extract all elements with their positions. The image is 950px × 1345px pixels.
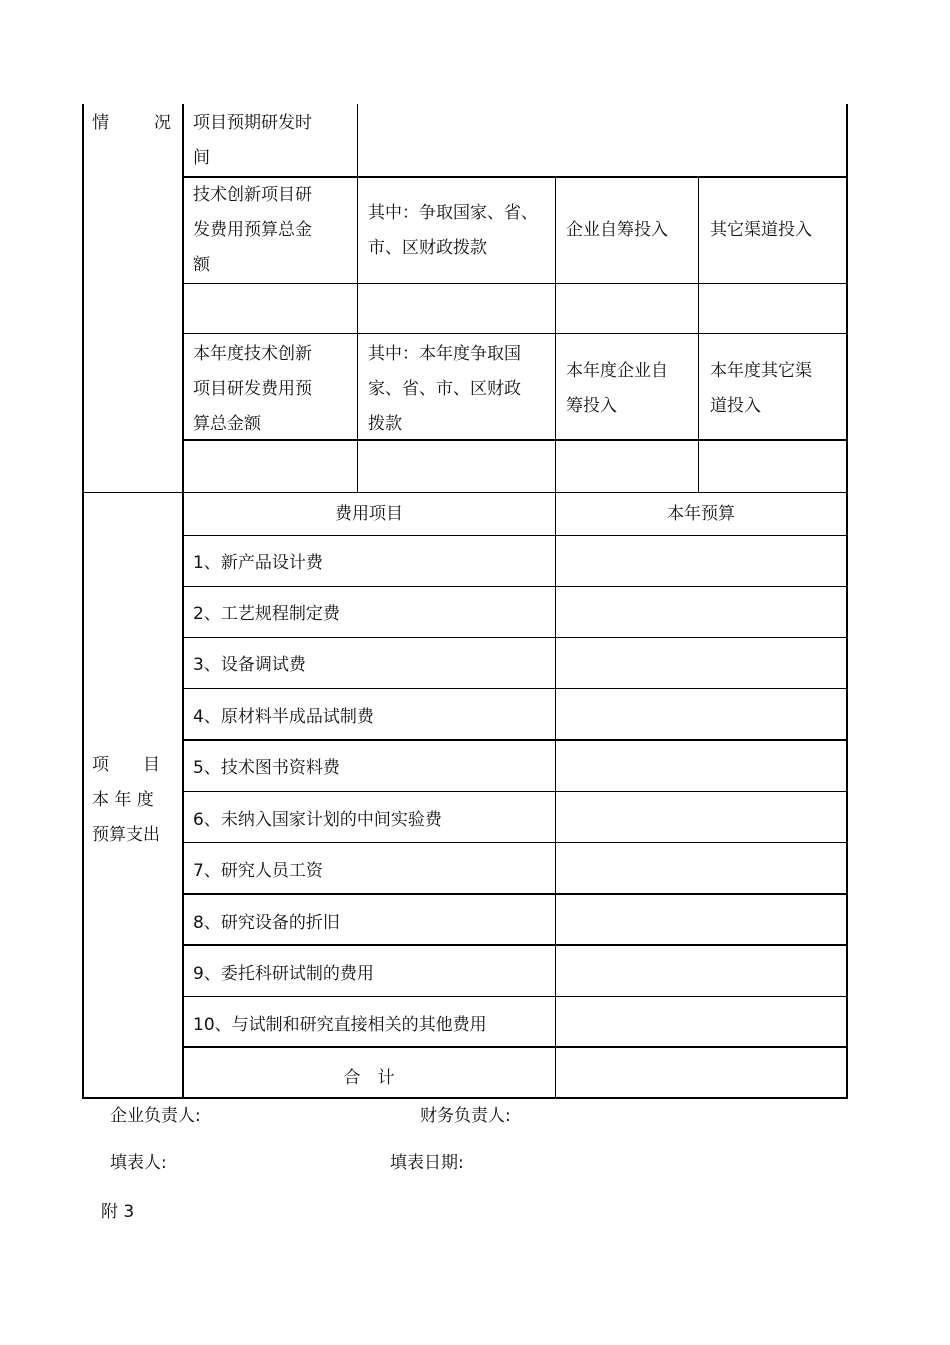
- expense-section-label: 项 目 本 年 度 预算支出: [92, 755, 160, 845]
- budget-total-header: 技术创新项目研 发费用预算总金 额: [193, 185, 312, 275]
- annual-total-header: 本年度技术创新 项目研发费用预 算总金额: [193, 344, 312, 434]
- budget-self-header: 企业自筹投入: [566, 220, 668, 240]
- annual-other-header: 本年度其它渠 道投入: [710, 361, 812, 416]
- row-line: [182, 637, 847, 638]
- row-line: [182, 739, 848, 741]
- row-line: [182, 842, 847, 843]
- expense-item: 10、与试制和研究直接相关的其他费用: [193, 1015, 487, 1035]
- expense-item: 2、工艺规程制定费: [193, 604, 340, 624]
- row-line: [182, 1046, 848, 1048]
- dev-time-label: 项目预期研发时 间: [193, 113, 312, 168]
- row-line: [182, 893, 848, 895]
- expense-item: 8、研究设备的折旧: [193, 913, 340, 933]
- annual-gov-header: 其中：本年度争取国 家、省、市、区财政 拨款: [368, 344, 521, 434]
- expense-budget-header: 本年预算: [667, 504, 735, 524]
- row-line: [182, 333, 847, 334]
- column-divider-3: [555, 177, 556, 1099]
- row-line: [182, 996, 847, 997]
- expense-item: 1、新产品设计费: [193, 553, 323, 573]
- fill-date-label: 填表日期:: [390, 1153, 464, 1173]
- column-divider-4: [698, 177, 699, 493]
- appendix-label: 附 3: [101, 1202, 135, 1222]
- right-border: [846, 104, 848, 1099]
- row-line: [182, 535, 847, 536]
- expense-item: 3、设备调试费: [193, 655, 306, 675]
- left-border: [82, 104, 84, 1099]
- row-line: [182, 688, 847, 689]
- expense-item: 4、原材料半成品试制费: [193, 707, 374, 727]
- enterprise-head-label: 企业负责人:: [110, 1106, 201, 1126]
- budget-other-header: 其它渠道投入: [710, 220, 812, 240]
- expense-item: 9、委托科研试制的费用: [193, 964, 374, 984]
- budget-gov-header: 其中：争取国家、省、 市、区财政拨款: [368, 203, 538, 258]
- row-line: [182, 791, 847, 792]
- expense-item-header: 费用项目: [335, 504, 403, 524]
- expense-item: 7、研究人员工资: [193, 861, 323, 881]
- total-label: 合 计: [343, 1068, 395, 1088]
- label-column-divider: [182, 104, 184, 1099]
- expense-item: 5、技术图书资料费: [193, 758, 340, 778]
- annual-self-header: 本年度企业自 筹投入: [566, 361, 668, 416]
- row-line: [182, 283, 847, 284]
- section-line: [82, 492, 847, 493]
- expense-item: 6、未纳入国家计划的中间实验费: [193, 810, 442, 830]
- finance-head-label: 财务负责人:: [420, 1106, 511, 1126]
- column-divider-2: [357, 104, 358, 493]
- row-line: [182, 944, 848, 946]
- row-line: [182, 586, 847, 587]
- filler-label: 填表人:: [110, 1153, 167, 1173]
